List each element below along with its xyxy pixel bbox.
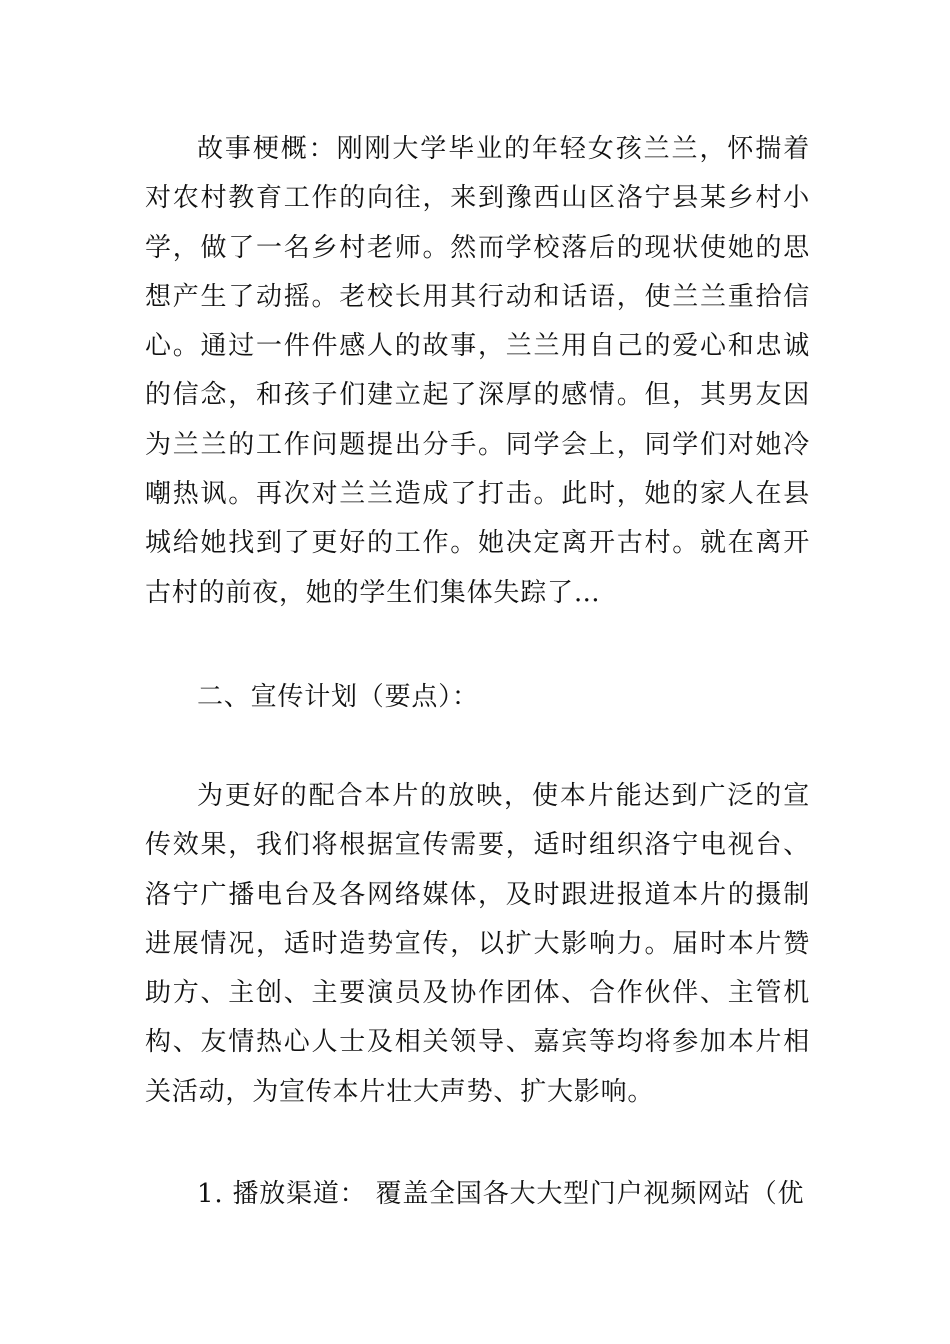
section-heading: 二、宣传计划（要点）： [197, 682, 479, 712]
promotion-paragraph: 为更好的配合本片的放映，使本片能达到广泛的宣传效果，我们将根据宣传需要，适时组织洛宁电视台、洛宁广播电台及各网络媒体，及时跟进报道本片的摄制进展情况，适时造势宣传，以扩大影响力。届时本片赞助方、主创、主要演员及协作团体、合作伙伴、主管机构、友情热心人士及相关领导、嘉宾等均将参加本片相关活动，为宣传本片壮大声势、扩大影响。 [145, 781, 810, 1107]
synopsis-paragraph: 故事梗概：刚刚大学毕业的年轻女孩兰兰，怀揣着对农村教育工作的向往，来到豫西山区洛宁县某乡村小学，做了一名乡村老师。然而学校落后的现状使她的思想产生了动摇。老校长用其行动和话语，使兰兰重拾信心。通过一件件感人的故事，兰兰用自己的爱心和忠诚的信念，和孩子们建立起了深厚的感情。但，其男友因为兰兰的工作问题提出分手。同学会上，同学们对她冷嘲热讽。再次对兰兰造成了打击。此时，她的家人在县城给她找到了更好的工作。她决定离开古村。就在离开古村的前夜，她的学生们集体失踪了… [145, 134, 810, 608]
list-item-broadcast-channels: 1. 播放渠道： 覆盖全国各大大型门户视频网站（优 [197, 1179, 805, 1209]
